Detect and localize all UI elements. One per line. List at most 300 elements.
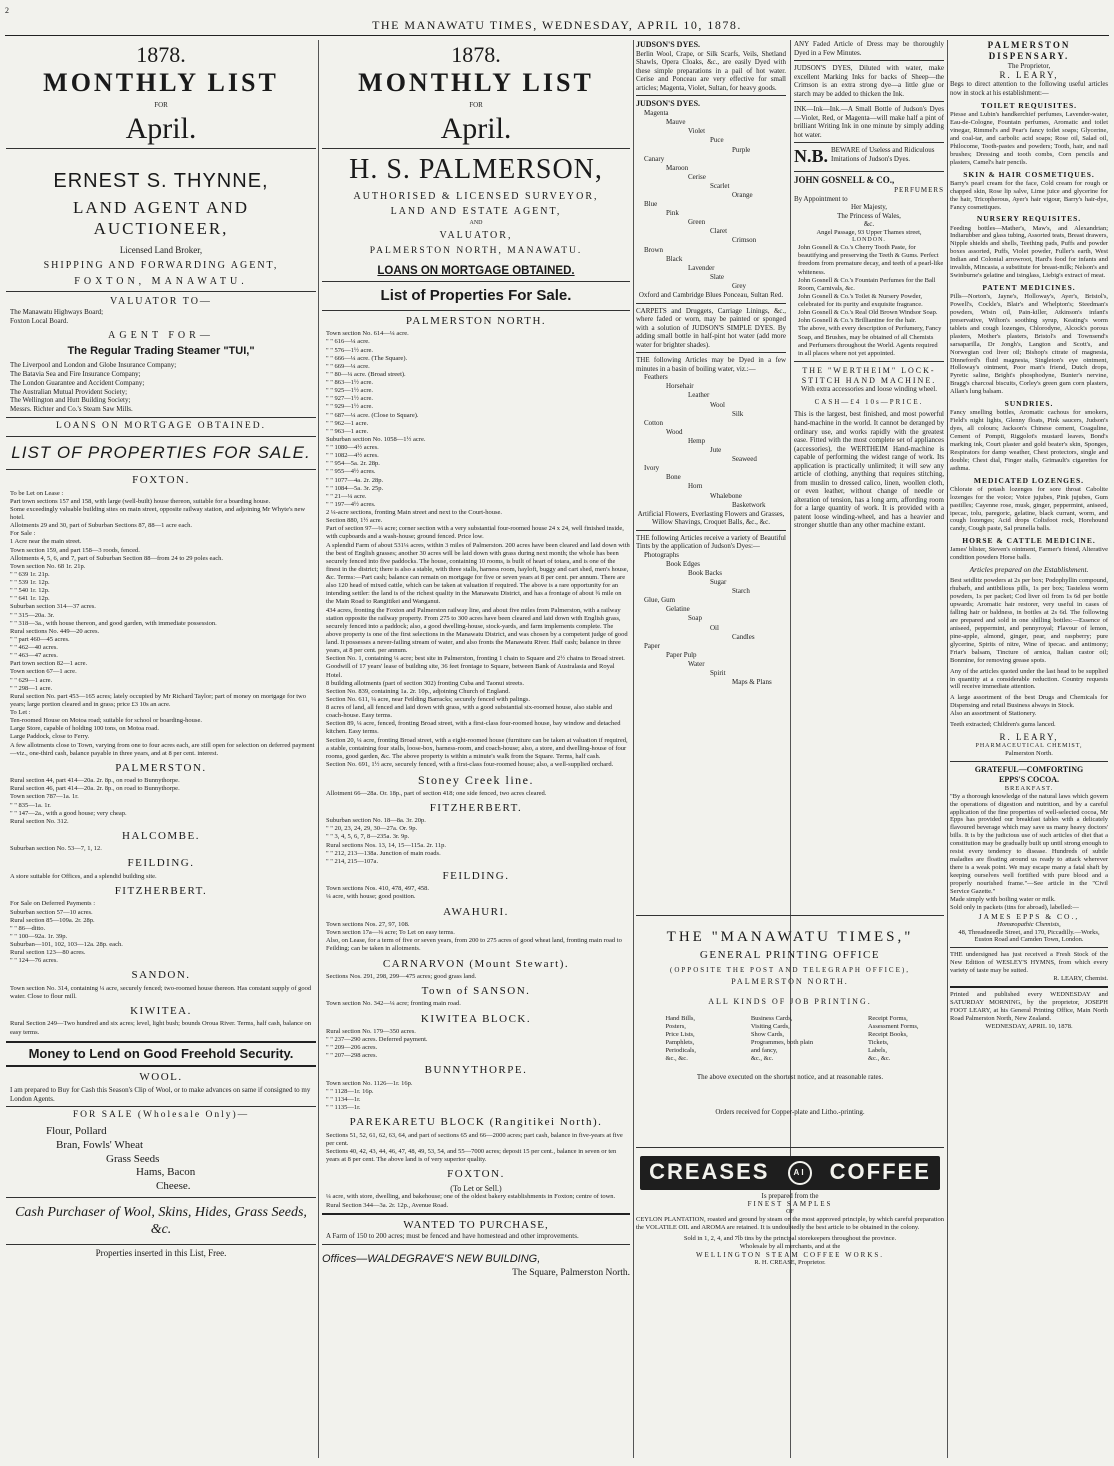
tint-material: Maps & Plans bbox=[732, 678, 772, 687]
listing-line: " " 963—1 acre. bbox=[326, 427, 369, 435]
listing-line: Part of section 97—¼ acre; corner section with a very substantial four-roomed house 24 x 24, well finished inside, with cupboards and a wash-house; ground fenced. Price low. bbox=[326, 525, 624, 541]
ad-text: Berlin Wool, Crape, or Silk Scarfs, Veils, Shetland Shawls, Opera Cloaks, &c., are easily Dyed with these simple preparations in a pail of hot water. Cerise and Ponceau are very effective for small articles; Magenta, Violet, Sultan, for heavy goods. bbox=[636, 49, 786, 92]
wertheim-price: CASH—£4 10s—PRICE. bbox=[814, 397, 924, 406]
section-heading-fitzherbert: FITZHERBERT. bbox=[429, 801, 523, 814]
dispensary-section-heading: SKIN & HAIR COSMETIQUES. bbox=[963, 169, 1095, 179]
dye-colour: Blue bbox=[644, 200, 658, 209]
appointment-line: By Appointment to bbox=[794, 194, 848, 203]
dye-materials bbox=[636, 373, 786, 509]
agent-name: ERNEST S. THYNNE, bbox=[53, 169, 269, 192]
job-item: Assessment Forms, bbox=[868, 1022, 919, 1030]
listing-line: " " 21—¼ acre. bbox=[326, 492, 367, 500]
listing-line: Town section 787—1a. 1r. bbox=[10, 793, 79, 801]
listing-line: " " 1077—4a. 2r. 28p. bbox=[326, 476, 384, 484]
dispensary-section-heading: HORSE & CATTLE MEDICINE. bbox=[962, 536, 1096, 546]
wertheim-heading: THE "WERTHEIM" LOCK-STITCH HAND MACHINE. bbox=[801, 365, 937, 385]
signature-title: PHARMACEUTICAL CHEMIST, bbox=[975, 743, 1083, 750]
dye-colour: Mauve bbox=[666, 118, 686, 127]
job-item: Pamphlets, bbox=[665, 1039, 695, 1047]
dispensary-sections bbox=[950, 101, 1108, 562]
wool-text: I am prepared to Buy for Cash this Season's Clip of Wool, or to make advances on same if consigned to my London Agents. bbox=[10, 1085, 311, 1103]
listing-line: Suburban—101, 102, 103—12a. 28p. each. bbox=[10, 941, 123, 949]
listing-line: For Sale : bbox=[10, 530, 36, 538]
section-heading-sandon: SANDON. bbox=[131, 969, 191, 982]
agent-item: Messrs. Richter and Co.'s Steam Saw Mills. bbox=[10, 405, 133, 414]
articles-heading: Articles prepared on the Establishment. bbox=[969, 565, 1089, 575]
imprint-date: WEDNESDAY, APRIL 10, 1878. bbox=[985, 1022, 1073, 1030]
palmerson-advertisement bbox=[322, 40, 630, 1458]
valuator-to: VALUATOR TO— bbox=[110, 296, 212, 308]
masthead-rule bbox=[5, 35, 1109, 36]
dye-colour: Cerise bbox=[688, 172, 706, 181]
tints-ad: THE following Articles receive a variety of Beautiful Tints by the application of Judson's Dyes:— bbox=[636, 533, 786, 551]
dispensary-heading: PALMERSTON DISPENSARY. bbox=[987, 40, 1071, 61]
surveyor-title: AUTHORISED & LICENSED SURVEYOR, bbox=[353, 191, 599, 203]
tint-material: Water bbox=[688, 659, 705, 668]
dye-material: Basketwork bbox=[732, 500, 766, 509]
listing-line: " " 318—3a., with house thereon, and good garden, with immediate possession. bbox=[10, 619, 217, 627]
listing-line: A splendid Farm of about 531¼ acres, within 3 miles of Palmerston. 200 acres have been cleared and laid down with the best of English grasses; another 30 acres will be laid down with grass during next month; the whole has been securely fenced into five paddocks. The house, containing 10 rooms, is built of heart of totara, and is one of the finest in the district; there is also a stable, with three stalls, harness room, hayloft, buggy and cart shed, men's house, &c. Terms:—Part cash; balance can remain on mortgage for five or seven years at 8 per cent. per annum. There are also 120 head of mixed cattle, which can be taken at valuation if required. The above is a rare opportunity for an intending settler: the land is of the richest quality in the Manawatu District, and has a frontage of about ¾ mile on the Main Road to Rangitikei and Wanganui. bbox=[326, 541, 630, 606]
surveyor-place: PALMERSTON NORTH, MANAWATU. bbox=[369, 245, 583, 256]
job-item: Receipt Forms, bbox=[868, 1014, 908, 1022]
agent-item: The London Guarantee and Accident Company; bbox=[10, 378, 145, 387]
listing-line: ¼ acre, with house; good position. bbox=[326, 893, 416, 901]
feilding-listings bbox=[322, 885, 630, 901]
listing-line: " " 629—1 acre. bbox=[10, 676, 53, 684]
gosnell-product: John Gosnell & Co.'s Cherry Tooth Paste, for beautifying and preserving the Teeth & Gums. Perfect freedom from premature decay, and teeth of a pearl-like whiteness. bbox=[798, 244, 944, 276]
listing-line: For Sale on Deferred Payments : bbox=[10, 900, 96, 908]
dye-material: Silk bbox=[732, 409, 744, 418]
monthly-list-heading: MONTHLY LIST bbox=[43, 67, 279, 97]
listing-line: Town section 17a—¼ acre; To Let on easy terms. bbox=[326, 929, 455, 937]
listing-line: Rural sections Nos. 13, 14, 15—115a. 2r. 11p. bbox=[326, 841, 446, 849]
goods-list bbox=[6, 1125, 316, 1194]
carpets-ad: CARPETS and Druggets, Carriage Linings, &c., where faded or worn, may be painted or sponged with a solution of JUDSON'S SIMPLE DYES. By adding small bottle in half-pint hot water (add more water for brighter shades). bbox=[636, 306, 786, 349]
listing-line: A store suitable for Offices, and a splendid building site. bbox=[10, 872, 157, 880]
listing-line: " " 576—1½ acre. bbox=[326, 346, 374, 354]
listing-line: 8 acres of land, all fenced and laid down with grass, with a good substantial six-roomed house, also stable and coach-house. Easy terms. bbox=[326, 704, 613, 720]
section-heading-sanson: Town of SANSON. bbox=[421, 985, 531, 998]
printing-office-title: THE "MANAWATU TIMES," bbox=[666, 929, 914, 945]
coffee-text: CEYLON PLANTATION, roasted and ground by steam on the most approved principle, by which careful preparation the VOLATILE OIL and AROMA are retained. It is undoubtedly the best article to be obtained in the colony. bbox=[636, 1215, 944, 1231]
crease-coffee-left: CREASES bbox=[649, 1159, 770, 1185]
dispensary-column bbox=[950, 40, 1108, 1458]
listing-line: Rural section 85—109a. 2r. 28p. bbox=[10, 916, 95, 924]
column-divider bbox=[318, 40, 319, 1458]
dye-colour: Lavender bbox=[688, 263, 715, 272]
listing-line: " " 197—4½ acres. bbox=[326, 500, 376, 508]
dispensary-section-heading: TOILET REQUISITES. bbox=[980, 101, 1078, 110]
listing-line: " " 1084—5a. 3r. 25p. bbox=[326, 484, 384, 492]
dye-colour: Purple bbox=[732, 145, 751, 154]
valuator-item: The Manawatu Highways Board; bbox=[10, 308, 104, 317]
job-item: Business Cards, bbox=[750, 1014, 793, 1022]
dye-colour: Claret bbox=[710, 227, 728, 236]
printing-office-town: PALMERSTON NORTH. bbox=[731, 977, 849, 987]
epps-text: "By a thorough knowledge of the natural laws which govern the operations of digestion and nutrition, and by a careful application of the fine properties of well-selected cocoa, Mr Epps has provided our breakfast tables with a delicately flavoured beverage which may save us many heavy doctors' bills. It is by the judicious use of such articles of diet that a constitution may be gradually built up until strong enough to resist every tendency to disease. Hundreds of subtle maladies are floating around us ready to attack wherever there is a weak point. We may escape many a fatal shaft by keeping ourselves well fortified with pure blood and a properly nourished frame."—See article in the "Civil Service Gazette." bbox=[950, 792, 1108, 895]
money-to-lend: Money to Lend on Good Freehold Security. bbox=[6, 1041, 316, 1067]
listing-line: Allotment 66—28a. Or. 18p., part of section 418; one side fenced, two acres cleared. bbox=[326, 789, 547, 797]
coffee-wholesale: Wholesale by all merchants, and at the bbox=[739, 1242, 841, 1250]
printing-office-heading: GENERAL PRINTING OFFICE bbox=[699, 949, 881, 962]
section-heading-palmerston: PALMERSTON. bbox=[115, 761, 207, 774]
listing-line: Section No. 611, ¼ acre, near Feilding Barracks; securely fenced with palings. bbox=[326, 695, 531, 703]
section-heading-carnarvon: CARNARVON (Mount Stewart). bbox=[382, 957, 570, 970]
coffee-sold: Sold in 1, 2, 4, and 7lb tins by the principal storekeepers throughout the province. bbox=[683, 1234, 897, 1242]
gosnell-heading: JOHN GOSNELL & CO., bbox=[794, 175, 895, 186]
marking-ink-ad: JUDSON'S DYES, Diluted with water, make excellent Marking Inks for backs of Sheep—the Crimson is an extra strong dye—a little glue or starch may be added to thicken the Ink. bbox=[794, 64, 944, 98]
wertheim-subheading: With extra accessories and loose winding wheel. bbox=[801, 385, 937, 394]
listing-line: Also, on Lease, for a term of five or seven years, from 200 to 275 acres of good wheat land, fronting main road to Feilding; can be taken in allotments. bbox=[326, 937, 622, 953]
dye-colour: Magenta bbox=[644, 109, 669, 118]
epps-company: JAMES EPPS & CO., bbox=[978, 911, 1080, 921]
sanson-listings bbox=[322, 1000, 630, 1008]
job-item: &c., &c. bbox=[868, 1055, 891, 1063]
dye-colours bbox=[636, 109, 786, 291]
gosnell-address: Angel Passage, 93 Upper Thames street, bbox=[816, 228, 922, 236]
judsons-ad bbox=[636, 40, 786, 92]
sandon-listings bbox=[6, 985, 316, 1001]
agent-place: FOXTON, MANAWATU. bbox=[74, 275, 248, 287]
listing-line: " " 147—2a., with a good house; very cheap. bbox=[10, 809, 127, 817]
listing-line: Some exceedingly valuable building sites on main street, opposite railway station, and adjoining Mr Whyte's new hotel. bbox=[10, 505, 306, 522]
listing-line: " " 237—290 acres. Deferred payment. bbox=[326, 1036, 428, 1044]
country-requests: Any of the articles quoted under the last head to be supplied in quantity at a considerable reduction. Country requests will receive immediate attention. bbox=[950, 667, 1108, 691]
coffee-proprietor: R. H. CREASE, Proprietor. bbox=[754, 1259, 826, 1267]
listing-line: Rural section 46, part 414—20a. 2r. 8p., on road to Bunnythorpe. bbox=[10, 785, 180, 793]
job-item: Show Cards, bbox=[750, 1030, 785, 1038]
listing-line: " " 1134—1r. bbox=[326, 1096, 361, 1104]
coffee-prepared: Is prepared from the bbox=[761, 1191, 819, 1200]
surveyor-name: H. S. PALMERSON, bbox=[349, 153, 603, 185]
listing-line: Sections 51, 52, 61, 62, 63, 64, and part of sections 65 and 66—2000 acres; part cash, balance in five-years at five per cent. bbox=[326, 1131, 623, 1147]
listing-line: Section 20, ¼ acre, fronting Broad street, with a eight-roomed house (furniture can be taken at valuation if required, a stable, containing four stalls, loose-box, harness-room, and coach-house; also, a store, and dwelling-house of four rooms, good garden, &c. The above property is within a minute's walk from the Square. Terms, half cash. bbox=[326, 736, 628, 760]
dye-material: Seaweed bbox=[732, 455, 757, 464]
job-item: &c., &c. bbox=[750, 1055, 774, 1063]
signature-place: Palmerston North. bbox=[1005, 750, 1053, 758]
listing-line: Section No. 691, 1½ acre, securely fenced, with a first-class four-roomed house; also, a well-supplied orchard. bbox=[326, 760, 614, 768]
agent-item: The Batavia Sea and Fire Insurance Company; bbox=[10, 370, 141, 379]
dye-material: Wood bbox=[666, 427, 683, 436]
listing-line: Rural section No. 179—350 acres. bbox=[326, 1027, 416, 1035]
listing-line: Section 89, ¼ acre, fenced, fronting Broad street, with a first-class four-roomed house, bay window and detached kitchen. Easy terms. bbox=[326, 720, 621, 736]
stationery-line: Also an assortment of Stationery. bbox=[950, 710, 1037, 718]
dispensary-section-text: Piesse and Lubin's handkerchief perfumes, Lavender-water, Eau-de-Cologne, Fountain perfumes, Aromatic and toilet vinegar, Rimmel's and Pear's fancy toilet soaps; Glycerine, and coal-tar, and carbolic acid soaps; Rose oil, Salad oil, Philocome, Tooth-pastes and powders; Tooth, hair, and nail brushes; Dressing and tooth combs, Corn pencils and plasters, Camel's hair pencils. bbox=[950, 111, 1108, 166]
land-agent-line: LAND AND ESTATE AGENT, bbox=[390, 206, 562, 218]
job-printing-heading: ALL KINDS OF JOB PRINTING. bbox=[708, 996, 872, 1006]
for-label: FOR bbox=[154, 101, 168, 110]
dye-material: Horn bbox=[688, 482, 703, 491]
listing-line: Large Store, capable of holding 100 tons, on Motoa road. bbox=[10, 725, 159, 733]
listing-line: Large Paddock, close to Ferry. bbox=[10, 733, 90, 741]
section-heading-parekaretu: PAREKARETU BLOCK (Rangitikei North). bbox=[349, 1116, 603, 1129]
dispensary-section-text: Feeding bottles—Mather's, Maw's, and Alexandrian; Indiarubber and glass tubing, Assorted teats, Breast drawers, Nipple shields and shells, Teething pads, Puffs and powder boxes assorted, Puffs, Violet powder, Fuller's earth, West Indian and Colonial arrowroot, Hard's food for infants and invalids, Mincasia, a substitute for breast-milk; Nelson's and Swinburne's gelatine and isinglass, Liebig's extract of meat. bbox=[950, 224, 1108, 280]
gosnell-product: John Gosnell & Co.'s Real Old Brown Windsor Soap. bbox=[798, 309, 938, 317]
epps-heading: GRATEFUL—COMFORTING bbox=[974, 765, 1084, 775]
listing-line: Section No. 839, containing 1a. 2r. 10p., adjoining Church of England. bbox=[326, 687, 510, 695]
dispensary-section-text: James' blister, Steven's ointment, Farmer's friend, Alterative condition powders Horse balls. bbox=[950, 546, 1108, 562]
listing-line: To Let : bbox=[10, 709, 31, 717]
offices-line: Offices—WALDEGRAVE'S NEW BUILDING, bbox=[322, 1252, 541, 1265]
section-heading-fitzherbert: FITZHERBERT. bbox=[114, 885, 208, 897]
section-heading-stoney: Stoney Creek line. bbox=[418, 773, 534, 788]
tint-material: Starch bbox=[732, 587, 750, 596]
dye-material: Jute bbox=[710, 446, 722, 455]
beware-text: BEWARE of Useless and Ridiculous Imitations of Judson's Dyes. bbox=[831, 146, 935, 163]
listing-line: Town section No. 614—¼ acre. bbox=[326, 330, 409, 338]
gosnell-product: John Gosnell & Co.'s Fountain Perfumes for the Ball Room, Carnivals, &c. bbox=[798, 276, 936, 292]
dispensary-section-heading: PATENT MEDICINES. bbox=[982, 283, 1076, 293]
list-year: 1878. bbox=[136, 42, 186, 67]
listing-line: Rural section 44, part 414—20a. 2r. 8p., on road to Bunnythorpe. bbox=[10, 777, 180, 785]
tint-material: Book Edges bbox=[666, 559, 701, 568]
listing-line: " " part 460—45 acres. bbox=[10, 635, 70, 643]
licensed-line: Licensed Land Broker, bbox=[119, 244, 203, 255]
agent-item: The Liverpool and London and Globe Insurance Company; bbox=[10, 361, 177, 370]
loans-heading: LOANS ON MORTGAGE OBTAINED. bbox=[377, 264, 575, 277]
section-heading-kiwitea: KIWITEA BLOCK. bbox=[420, 1012, 532, 1025]
listing-line: " " 954—5a. 2r. 28p. bbox=[326, 460, 380, 468]
epps-sold: Sold only in packets (tins for abroad), labelled:— bbox=[950, 903, 1079, 911]
dispensary-section-heading: NURSERY REQUISITES. bbox=[976, 214, 1082, 224]
tint-material: Soap bbox=[688, 614, 702, 623]
listing-line: 2 ¼-acre sections, fronting Main street and next to the Court-house. bbox=[326, 509, 502, 517]
job-column bbox=[661, 1015, 696, 1064]
coffee-of: OF bbox=[786, 1208, 794, 1215]
listing-line: " " 298—1 acre. bbox=[10, 684, 53, 692]
palmerston-north-listings bbox=[322, 330, 630, 769]
listing-line: " " 80—¼ acre. (Broad street). bbox=[326, 370, 406, 378]
dye-material: Cotton bbox=[644, 418, 664, 427]
listing-line: " " 863—1½ acre. bbox=[326, 379, 374, 387]
listing-line: Ten-roomed House on Motoa road; suitable for school or boarding-house. bbox=[10, 717, 202, 725]
dye-colour: Black bbox=[666, 254, 683, 263]
job-item: Hand Bills, bbox=[665, 1014, 696, 1022]
rates-line: The above executed on the shortest notice, and at reasonable rates. bbox=[696, 1073, 884, 1082]
foxton-listings bbox=[6, 490, 316, 758]
listing-line: Town section No. 1126—1r. 16p. bbox=[326, 1079, 413, 1087]
imprint: Printed and published every WEDNESDAY and SATURDAY MORNING, by the proprietor, JOSEPH FOOT LEARY, at his General Printing Office, Main North Road Palmerston North, New Zealand. bbox=[950, 991, 1108, 1022]
awahuri-listings bbox=[322, 921, 630, 954]
fitzherbert-listings bbox=[322, 817, 630, 866]
listing-line: " " 540 1r. 12p. bbox=[10, 587, 50, 595]
dye-material: Bone bbox=[666, 473, 681, 482]
dyes-perfume-column bbox=[794, 40, 944, 910]
section-heading-palmerston-north: PALMERSTON NORTH. bbox=[405, 314, 547, 327]
job-item: &c., &c. bbox=[665, 1055, 688, 1063]
agent-item: The Wellington and Hutt Building Society; bbox=[10, 396, 131, 405]
crease-coffee-banner bbox=[640, 1156, 940, 1190]
month-heading: April. bbox=[125, 111, 197, 145]
listing-line: " " 207—298 acres. bbox=[326, 1052, 378, 1060]
carnarvon-listings bbox=[322, 973, 630, 981]
hymns-signature: R. LEARY, Chemist. bbox=[1053, 975, 1108, 983]
wanted-heading: WANTED TO PURCHASE, bbox=[403, 1218, 549, 1231]
listing-line: " " 669—¼ acre. bbox=[326, 362, 370, 370]
kiwitea-listings bbox=[6, 1020, 316, 1036]
ad-heading: JUDSON'S DYES. bbox=[636, 40, 701, 49]
listing-line: Suburban section No. 53—7, 1, 12. bbox=[10, 845, 102, 853]
dye-colour: Slate bbox=[710, 272, 724, 281]
dye-material: Feathers bbox=[644, 373, 668, 382]
listing-line: Rural Section 344—3a. 2r. 12p., Avenue Road. bbox=[326, 1201, 449, 1209]
artificial-line: Artificial Flowers, Everlasting Flowers and Grasses, Willow Shavings, Croquet Balls, &c., &c. bbox=[637, 509, 785, 527]
job-column bbox=[747, 1015, 813, 1064]
wool-heading: WOOL. bbox=[139, 1070, 183, 1083]
proprietor-name: R. LEARY, bbox=[999, 70, 1059, 81]
ad-heading: JUDSON'S DYES. bbox=[636, 99, 701, 109]
tint-material: Paper bbox=[644, 641, 660, 650]
section-heading-halcombe: HALCOMBE. bbox=[122, 829, 200, 842]
teeth-line: Teeth extracted; Children's gums lanced. bbox=[950, 721, 1056, 729]
listing-line: " " 641 1r. 12p. bbox=[10, 595, 50, 603]
monthly-list-heading: MONTHLY LIST bbox=[358, 67, 594, 97]
offices-address: The Square, Palmerston North. bbox=[512, 1268, 630, 1279]
dye-material: Wool bbox=[710, 400, 725, 409]
listing-line: " " 925—1½ acre. bbox=[326, 387, 374, 395]
listing-line: Suburban section No. 1058—1½ acre. bbox=[326, 435, 426, 443]
listing-line: " " 666—¼ acre. (The Square). bbox=[326, 354, 408, 362]
dye-colour: Green bbox=[688, 218, 706, 227]
goods-item: Flour, Pollard bbox=[46, 1125, 107, 1138]
writing-ink-ad: INK—Ink—Ink.—A Small Bottle of Judson's Dyes—Violet, Red, or Magenta—will make half a pint of brilliant Writing Ink in one minute by simply adding hot water. bbox=[794, 105, 944, 139]
dispensary-section-text: Chlorate of potash lozenges for sore throat Cabolite lozenges for the voice; Voice jujubes, Pink jujubes, Gum pastilles; Cayenne rose, musk, ginger, peppermint, aniseed, ipecac, tolu, paregoric, gelatine, black currant, worm, and cough lozenges; Acid drops Coltsfoot rock, Horehound candy, Cough paste, Sal prunella balls. bbox=[950, 485, 1108, 533]
section-heading-feilding: FEILDING. bbox=[442, 869, 510, 882]
listing-line: " " 124—76 acres. bbox=[10, 957, 58, 965]
listing-line: " " 616—¼ acre. bbox=[326, 338, 370, 346]
coffee-emblem-icon: AI bbox=[788, 1161, 812, 1185]
listing-line: " " 462—40 acres. bbox=[10, 644, 58, 652]
listing-line: " " 1082—4½ acres. bbox=[326, 452, 379, 460]
valuator-line: VALUATOR, bbox=[439, 229, 513, 241]
listing-line: " " 214, 215—107a. bbox=[326, 857, 379, 865]
tint-material: Candles bbox=[732, 632, 755, 641]
listing-line: Section 880, 1½ acre. bbox=[326, 517, 383, 525]
dye-colour: Canary bbox=[644, 154, 665, 163]
listing-line: Sections 40, 42, 43, 44, 46, 47, 48, 49, 53, 54, and 55—7000 acres; deposit 15 per cent., balance in seven or ten years at 8 per cent. The above land is of very superior quality. bbox=[326, 1148, 617, 1164]
listing-line: " " 687—¼ acre. (Close to Square). bbox=[326, 411, 419, 419]
stoney-creek-listings bbox=[322, 790, 630, 798]
tint-material: Paper Pulp bbox=[666, 650, 697, 659]
month-heading: April. bbox=[440, 111, 512, 145]
section-heading-foxton: FOXTON. bbox=[447, 1168, 505, 1181]
dye-material: Whalebone bbox=[710, 491, 742, 500]
listing-line: A few allotments close to Town, varying from one to four acres each, are still open for selection on deferred payment—viz., one-third cash, balance payable in three years, and at 8 per cent. interest. bbox=[10, 741, 315, 757]
halcombe-listings bbox=[6, 845, 316, 853]
job-item: Labels, bbox=[868, 1047, 887, 1055]
listing-line: Rural section 123—80 acres. bbox=[10, 949, 86, 957]
listing-line: To be Let on Lease : bbox=[10, 489, 64, 497]
perfumers: PERFUMERS bbox=[894, 186, 944, 195]
listing-line: Town section 159, and part 158—3 roods, fenced. bbox=[10, 546, 140, 554]
orders-line: Orders received for Copper-plate and Litho.-printing. bbox=[715, 1108, 865, 1117]
listing-line: Town sections Nos. 410, 478, 497, 458. bbox=[326, 885, 430, 893]
for-label: FOR bbox=[469, 101, 483, 110]
goods-item: Cheese. bbox=[156, 1180, 191, 1193]
fitzherbert-listings bbox=[6, 900, 316, 965]
newspaper-masthead: THE MANAWATU TIMES, WEDNESDAY, APRIL 10, 1878. bbox=[372, 18, 742, 32]
dye-colour: Maroon bbox=[666, 163, 689, 172]
listing-line: " " 100—92a. 1r. 39p. bbox=[10, 932, 68, 940]
dispensary-section-heading: SUNDRIES. bbox=[1004, 399, 1054, 409]
list-properties-heading: LIST OF PROPERTIES FOR SALE. bbox=[11, 442, 311, 462]
listing-line: " " 929—1½ acre. bbox=[326, 403, 374, 411]
listing-line: " " 955—4½ acres. bbox=[326, 468, 376, 476]
dye-material: Ivory bbox=[644, 464, 660, 473]
kiwitea-listings bbox=[322, 1028, 630, 1061]
listing-line: " " 463—47 acres. bbox=[10, 652, 58, 660]
dye-colour: Violet bbox=[688, 127, 706, 136]
feilding-listings bbox=[6, 873, 316, 881]
listing-line: Allotments 4, 5, 6, and 7, part of Suburban Section 88—from 24 to 29 poles each. bbox=[10, 554, 224, 562]
column-divider bbox=[633, 40, 634, 1458]
hymns-ad: THE undersigned has just received a Fresh Stock of the New Edition of WESLEY'S HYMNS, from which every variety of taste may be suited. bbox=[950, 951, 1108, 975]
list-properties-heading: List of Properties For Sale. bbox=[380, 286, 572, 304]
dye-material: Horsehair bbox=[666, 382, 694, 391]
dispensary-intro: Begs to direct attention to the following useful articles now in stock at his establishment:— bbox=[950, 81, 1108, 97]
listing-line: Town section 67—1 acre. bbox=[10, 668, 77, 676]
tint-material: Oil bbox=[710, 623, 719, 632]
listing-line: Allotments 29 and 30, part of Suburban Sections 87, 88—1 acre each. bbox=[10, 522, 192, 530]
listing-line: " " 1080—4½ acres. bbox=[326, 444, 379, 452]
palmerston-listings bbox=[6, 777, 316, 826]
listing-line: Part town section 82—1 acre. bbox=[10, 660, 88, 668]
dye-colour: Pink bbox=[666, 209, 679, 218]
listing-line: " " 962—1 acre. bbox=[326, 419, 369, 427]
for-sale-heading: FOR SALE (Wholesale Only)— bbox=[72, 1110, 250, 1121]
etc-line: &c. bbox=[863, 220, 875, 229]
articles-text: Best seidlitz powders at 2s per box; Podophyllin compound, rhubarb, and antibilious pills, 1s per box; Tasteless worm powders, 1s per packet; Cod liver oil from 1s 6d per bottle upwards; Aromatic hair restorer, very useful in cases of falling hair or baldness, in bottles at 2s 6d. The following are prepared and sold in one shilling bottles:—Essence of aniseed, peppermint, and pennyroyal; Flavour of lemon, pine-apple, almond, ginger, pear, and raspberry; pure glycerine, Spirits of nitre, Wine of ipecac. and antimony; Friar's balsam, Tincture of arnica, Italian castor oil; Bonmine, for removing grease spots. bbox=[950, 577, 1108, 664]
drugs-assortment: A large assortment of the best Drugs and Chemicals for Dispensing and retail Business always in Stock. bbox=[950, 694, 1108, 710]
listing-line: " " 639 1r. 21p. bbox=[10, 570, 50, 578]
list-year: 1878. bbox=[451, 42, 501, 67]
section-heading-bunnythorpe: BUNNYTHORPE. bbox=[424, 1064, 528, 1077]
following-articles-ad: THE following Articles may be Dyed in a few minutes in a basin of boiling water, viz.:— bbox=[636, 356, 786, 373]
faded-ad: ANY Faded Article of Dress may be thoroughly Dyed in a Few Minutes. bbox=[794, 40, 944, 57]
signature-name: R. LEARY, bbox=[999, 732, 1059, 743]
listing-line: " " 539 1r. 12p. bbox=[10, 579, 50, 587]
section-heading-foxton: FOXTON. bbox=[132, 474, 190, 487]
listing-line: Rural sections No. 449—20 acres. bbox=[10, 627, 100, 635]
goods-item: Bran, Fowls' Wheat bbox=[56, 1138, 144, 1151]
agent-for: AGENT FOR— bbox=[108, 329, 214, 341]
cash-purchaser: Cash Purchaser of Wool, Skins, Hides, Grass Seeds, &c. bbox=[15, 1204, 307, 1237]
epps-homeopathic: Homœopathic Chemists, bbox=[997, 920, 1061, 928]
valuator-item: Foxton Local Board. bbox=[10, 317, 69, 326]
tint-material: Spirit bbox=[710, 669, 726, 678]
page-number: 2 bbox=[5, 6, 9, 15]
dye-colour: Crimson bbox=[732, 236, 757, 245]
listing-line: " " 212, 213—138a. Junction of main roads. bbox=[326, 849, 441, 857]
section-heading-feilding: FEILDING. bbox=[127, 857, 195, 870]
listing-line: " " 927—1½ acre. bbox=[326, 395, 374, 403]
printing-office-location: (OPPOSITE THE POST AND TELEGRAPH OFFICE), bbox=[670, 965, 910, 974]
dye-colour: Grey bbox=[732, 281, 746, 290]
judsons-dyes-column bbox=[636, 40, 786, 910]
listing-line: " " 1135—1r. bbox=[326, 1104, 361, 1112]
dye-material: Leather bbox=[688, 391, 710, 400]
printing-office-ad bbox=[636, 912, 944, 1458]
dye-colour: Scarlet bbox=[710, 181, 730, 190]
tint-material: Sugar bbox=[710, 578, 727, 587]
foxton-subheading: (To Let or Sell.) bbox=[450, 1183, 502, 1193]
oxford-line: Oxford and Cambridge Blues Ponceau, Sultan Red. bbox=[638, 291, 784, 300]
job-item: and fancy, bbox=[750, 1047, 778, 1055]
foxton-listings bbox=[322, 1193, 630, 1209]
thynne-advertisement bbox=[6, 40, 316, 1458]
dispensary-proprietor: The Proprietor, bbox=[1007, 61, 1051, 70]
coffee-works: WELLINGTON STEAM COFFEE WORKS. bbox=[695, 1250, 885, 1259]
